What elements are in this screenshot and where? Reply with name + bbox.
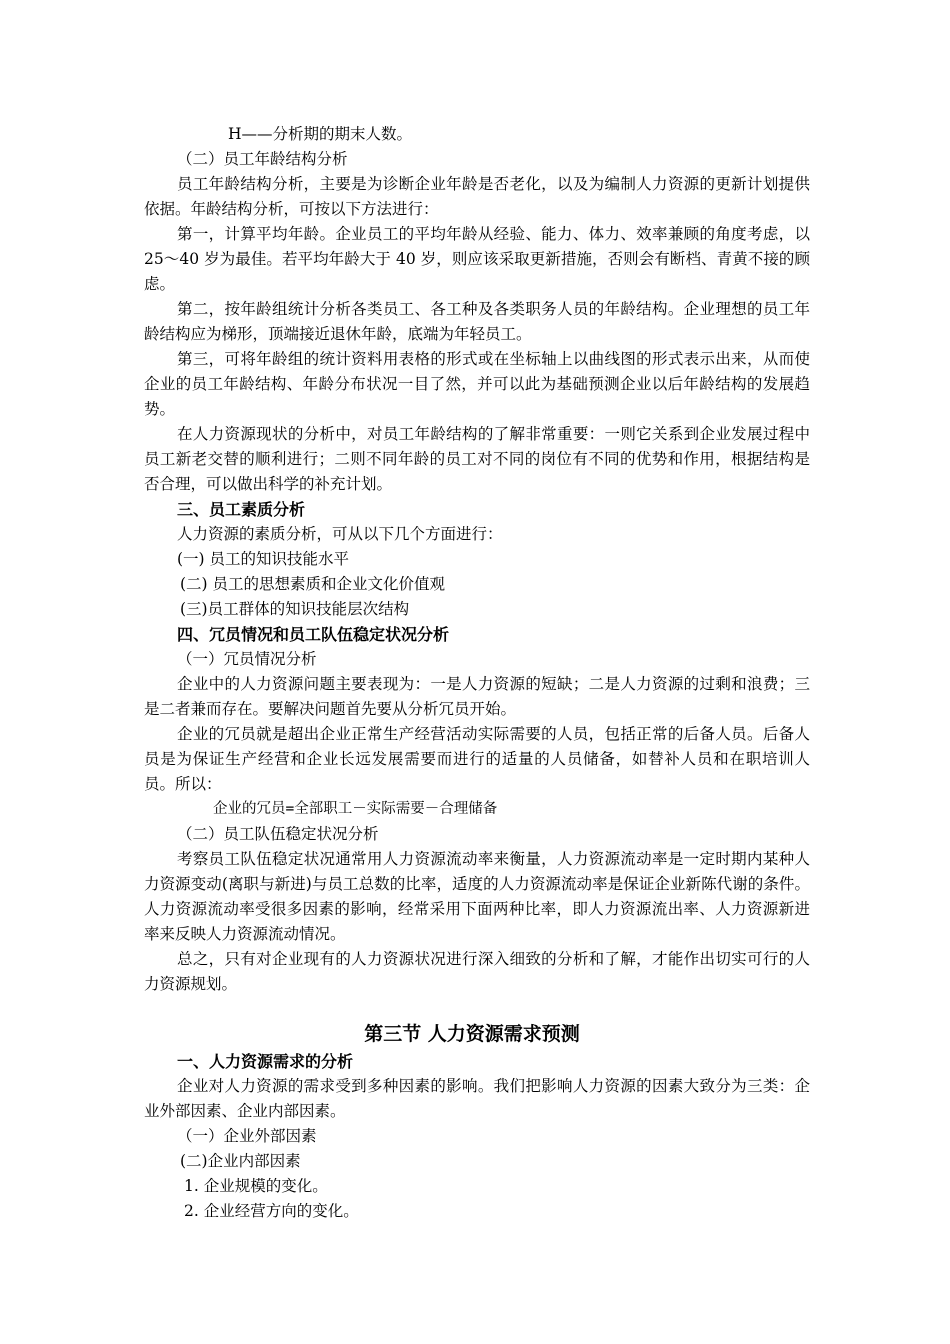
paragraph-third-charts: 第三，可将年龄组的统计资料用表格的形式或在坐标轴上以曲线图的形式表示出来，从而使企业的员工年龄结构、年龄分布状况一目了然，并可以此为基础预测企业以后年龄结构的发展趋势。	[144, 350, 810, 418]
paragraph-turnover-rate: 考察员工队伍稳定状况通常用人力资源流动率来衡量，人力资源流动率是一定时期内某种人力资源变动(离职与新进)与员工总数的比率，适度的人力资源流动率是保证企业新陈代谢的条件。人力资源流动率受很多因素的影响，经常采用下面两种比率，即人力资源流出率、人力资源新进率来反映人力资源流动情况。	[144, 850, 810, 943]
paragraph-quality-intro: 人力资源的素质分析，可从以下几个方面进行：	[177, 525, 503, 543]
subsection-heading-internal-factors: (二)企业内部因素	[180, 1152, 301, 1170]
paragraph-age-structure-intro: 员工年龄结构分析，主要是为诊断企业年龄是否老化，以及为编制人力资源的更新计划提供依据。年龄结构分析，可按以下方法进行：	[144, 175, 810, 218]
list-item-knowledge-skills: (一) 员工的知识技能水平	[177, 550, 350, 568]
heading-redundancy-stability: 四、冗员情况和员工队伍稳定状况分析	[177, 625, 450, 644]
numbered-item-scale-change: 1. 企业规模的变化。	[184, 1177, 328, 1195]
list-item-ideology-culture: (二) 员工的思想素质和企业文化价值观	[180, 575, 446, 593]
paragraph-conclusion: 总之，只有对企业现有的人力资源状况进行深入细致的分析和了解，才能作出切实可行的人力资源规划。	[144, 950, 810, 993]
redundancy-formula: 企业的冗员=全部职工－实际需要－合理储备	[213, 801, 498, 817]
document-body	[144, 122, 810, 1224]
paragraph-age-importance: 在人力资源现状的分析中，对员工年龄结构的了解非常重要：一则它关系到企业发展过程中员工新老交替的顺利进行；二则不同年龄的员工对不同的岗位有不同的优势和作用，根据结构是否合理，可以做出科学的补充计划。	[144, 425, 810, 493]
subsection-heading-age-structure: （二）员工年龄结构分析	[177, 150, 348, 168]
paragraph-first-average-age: 第一，计算平均年龄。企业员工的平均年龄从经验、能力、体力、效率兼顾的角度考虑，以 25～40 岁为最佳。若平均年龄大于 40 岁，则应该采取更新措施，否则会有断档、青黄不接的顾虑。	[144, 225, 810, 293]
subsection-heading-redundancy: （一）冗员情况分析	[177, 650, 317, 668]
paragraph-redundancy-definition: 企业的冗员就是超出企业正常生产经营活动实际需要的人员，包括正常的后备人员。后备人员是为保证生产经营和企业长远发展需要而进行的适量的人员储备，如替补人员和在职培训人员。所以：	[144, 725, 810, 793]
paragraph-demand-factors: 企业对人力资源的需求受到多种因素的影响。我们把影响人力资源的因素大致分为三类：企业外部因素、企业内部因素。	[144, 1077, 810, 1120]
subsection-heading-external-factors: （一）企业外部因素	[177, 1127, 317, 1145]
heading-employee-quality: 三、员工素质分析	[177, 500, 306, 519]
heading-demand-analysis: 一、人力资源需求的分析	[177, 1052, 354, 1071]
list-item-skill-structure: (三)员工群体的知识技能层次结构	[180, 600, 410, 618]
variable-definition-h: H——分析期的期末人数。	[228, 125, 413, 143]
subsection-heading-stability: （二）员工队伍稳定状况分析	[177, 825, 379, 843]
section-title-demand-forecast: 第三节 人力资源需求预测	[364, 1023, 580, 1045]
numbered-item-direction-change: 2. 企业经营方向的变化。	[184, 1202, 359, 1220]
paragraph-second-age-groups: 第二，按年龄组统计分析各类员工、各工种及各类职务人员的年龄结构。企业理想的员工年龄结构应为梯形，顶端接近退休年龄，底端为年轻员工。	[144, 300, 810, 343]
paragraph-hr-problems: 企业中的人力资源问题主要表现为：一是人力资源的短缺；二是人力资源的过剩和浪费；三是二者兼而存在。要解决问题首先要从分析冗员开始。	[144, 675, 810, 718]
